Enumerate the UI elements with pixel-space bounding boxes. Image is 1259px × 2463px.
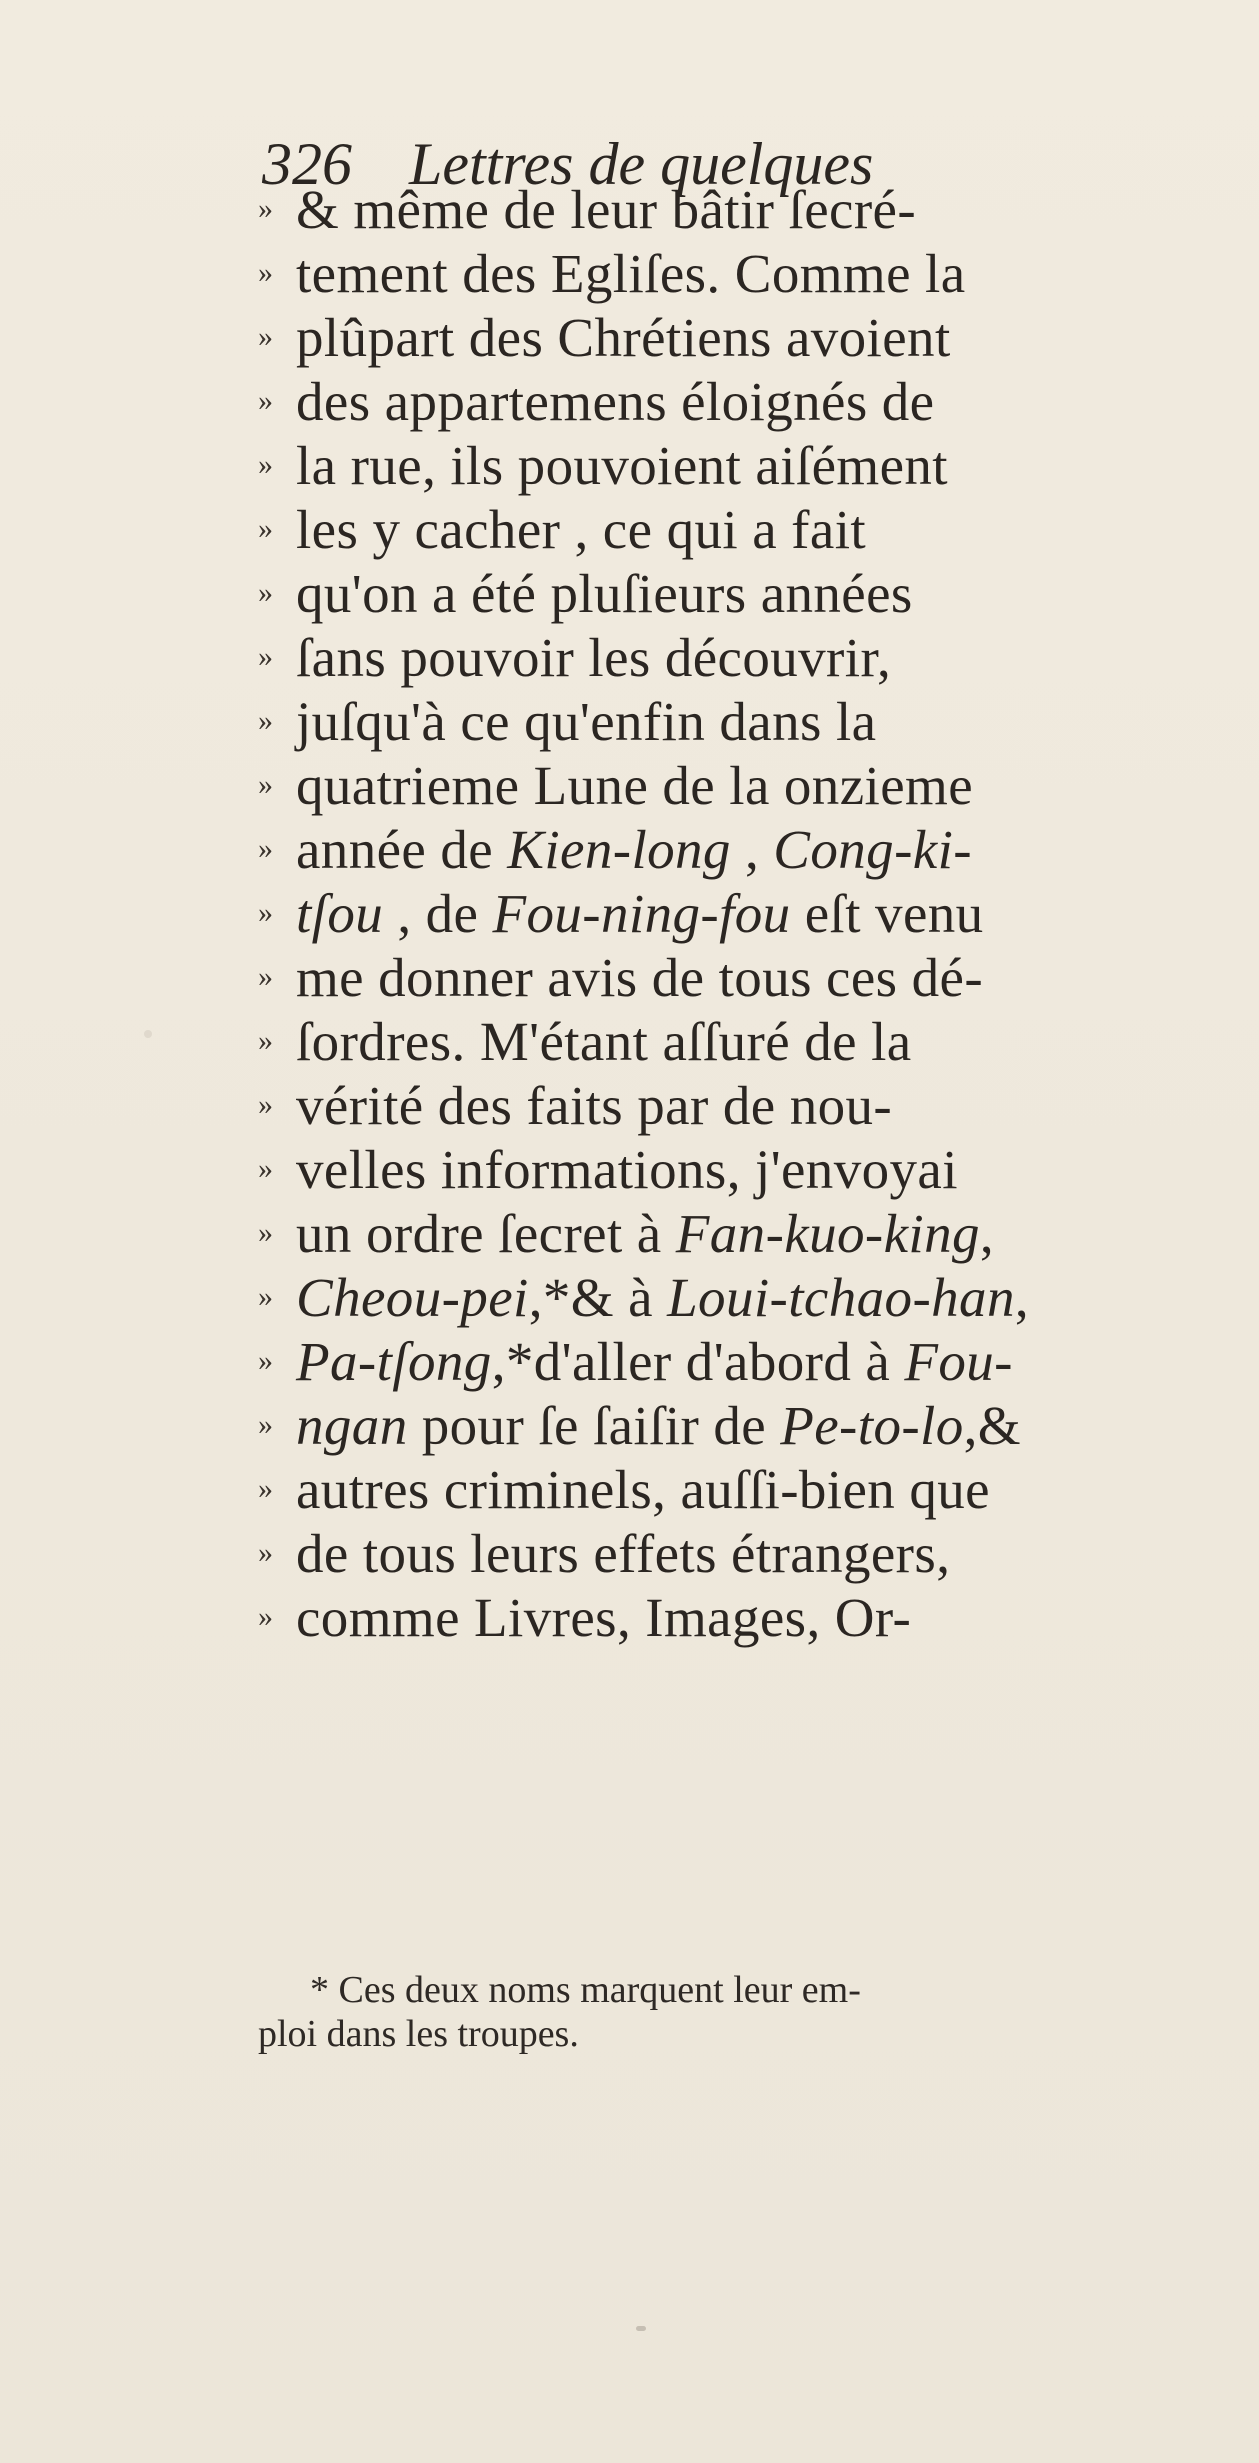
text-line: [258, 818, 1198, 882]
line-text: Cheou-pei,*& à Loui-tchao-han,: [296, 1267, 1030, 1328]
line-text: juſqu'à ce qu'enfin dans la: [296, 691, 877, 752]
line-text: qu'on a été pluſieurs années: [296, 563, 913, 624]
quote-mark: »: [258, 896, 273, 929]
line-text: ngan pour ſe ſaiſir de Pe-to-lo,&: [296, 1395, 1021, 1456]
text-line: [258, 178, 1198, 242]
text-line: [258, 562, 1198, 626]
text-line: [258, 1138, 1198, 1202]
quote-mark: »: [258, 256, 273, 289]
quote-mark: »: [258, 832, 273, 865]
quote-mark: »: [258, 1408, 273, 1441]
line-text: les y cacher , ce qui a fait: [296, 499, 867, 560]
quote-mark: »: [258, 384, 273, 417]
quote-mark: »: [258, 1472, 273, 1505]
text-line: [258, 1330, 1198, 1394]
line-text: tement des Egliſes. Comme la: [296, 243, 966, 304]
quote-mark: »: [258, 1536, 273, 1569]
text-line: [258, 1074, 1198, 1138]
line-text: vérité des faits par de nou-: [296, 1075, 893, 1136]
main-text: [258, 178, 1198, 1650]
quote-mark: »: [258, 960, 273, 993]
line-text: Pa-tſong,*d'aller d'abord à Fou-: [296, 1331, 1013, 1392]
footnote-line: ploi dans les troupes.: [258, 2013, 579, 2055]
quote-mark: »: [258, 512, 273, 545]
quote-mark: »: [258, 768, 273, 801]
line-text: des appartemens éloignés de: [296, 371, 935, 432]
quote-mark: »: [258, 192, 273, 225]
text-line: [258, 882, 1198, 946]
text-line: [258, 370, 1198, 434]
quote-mark: »: [258, 1216, 273, 1249]
line-text: me donner avis de tous ces dé-: [296, 947, 984, 1008]
quote-mark: »: [258, 1600, 273, 1633]
text-line: [258, 1202, 1198, 1266]
footnote: [258, 1968, 1198, 2056]
line-text: ſans pouvoir les découvrir,: [296, 627, 892, 688]
line-text: plûpart des Chrétiens avoient: [296, 307, 951, 368]
line-text: la rue, ils pouvoient aiſément: [296, 435, 948, 496]
text-line: [258, 754, 1198, 818]
line-text: autres criminels, auſſi-bien que: [296, 1459, 990, 1520]
quote-mark: »: [258, 1280, 273, 1313]
paper-speck: [144, 1030, 152, 1038]
line-text: comme Livres, Images, Or-: [296, 1587, 912, 1648]
text-line: [258, 1266, 1198, 1330]
quote-mark: »: [258, 320, 273, 353]
text-line: [258, 498, 1198, 562]
ink-mark: [636, 2326, 646, 2331]
text-line: [258, 626, 1198, 690]
quote-mark: »: [258, 1152, 273, 1185]
text-line: [258, 1010, 1198, 1074]
text-line: [258, 434, 1198, 498]
quote-mark: »: [258, 448, 273, 481]
running-title: Lettres de quelques: [409, 131, 874, 197]
text-line: [258, 306, 1198, 370]
text-line: [258, 242, 1198, 306]
text-line: [258, 1586, 1198, 1650]
line-text: ſordres. M'étant aſſuré de la: [296, 1011, 912, 1072]
line-text: & même de leur bâtir ſecré-: [296, 179, 917, 240]
line-text: quatrieme Lune de la onzieme: [296, 755, 974, 816]
text-line: [258, 690, 1198, 754]
quote-mark: »: [258, 1344, 273, 1377]
text-line: [258, 1394, 1198, 1458]
quote-mark: »: [258, 576, 273, 609]
quote-mark: »: [258, 704, 273, 737]
text-line: [258, 1522, 1198, 1586]
footnote-line: * Ces deux noms marquent leur em-: [310, 1969, 861, 2011]
quote-mark: »: [258, 640, 273, 673]
line-text: année de Kien-long , Cong-ki-: [296, 819, 972, 880]
line-text: de tous leurs effets étrangers,: [296, 1523, 951, 1584]
text-line: [258, 1458, 1198, 1522]
line-text: velles informations, j'envoyai: [296, 1139, 958, 1200]
quote-mark: »: [258, 1088, 273, 1121]
line-text: un ordre ſecret à Fan-kuo-king,: [296, 1203, 995, 1264]
line-text: tſou , de Fou-ning-fou eſt venu: [296, 883, 984, 944]
page-number: 326: [262, 131, 352, 197]
text-line: [258, 946, 1198, 1010]
quote-mark: »: [258, 1024, 273, 1057]
